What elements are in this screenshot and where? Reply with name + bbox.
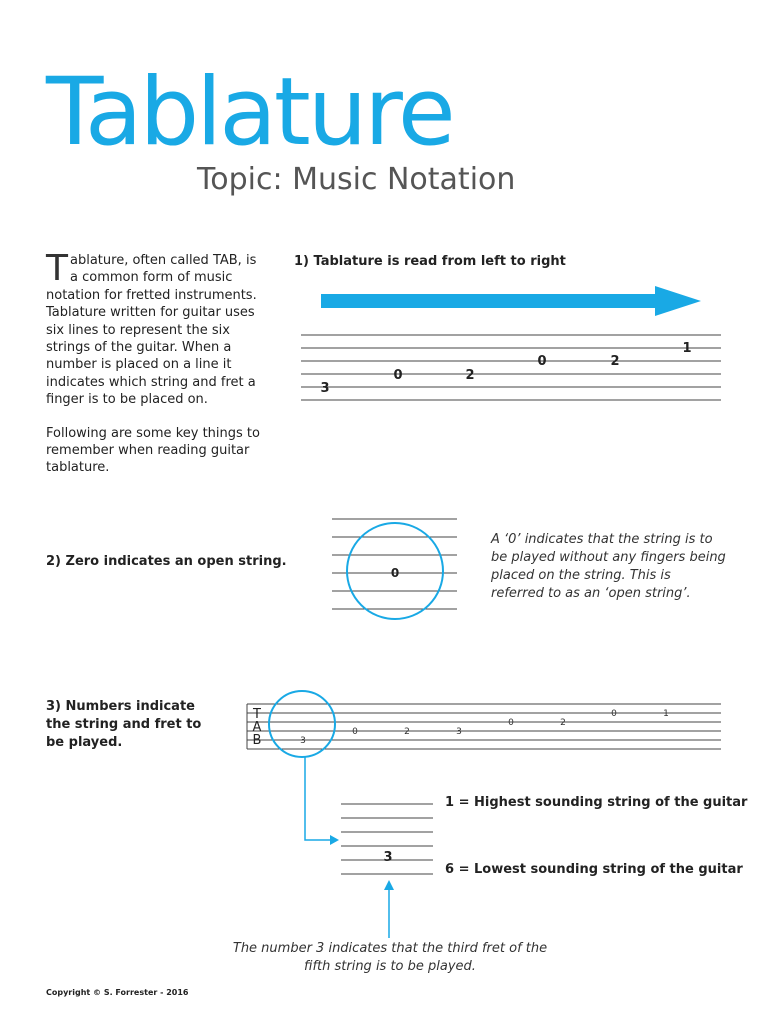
section-1-heading: 1) Tablature is read from left to right — [294, 254, 566, 269]
staff-3-note: 0 — [352, 727, 358, 737]
staff-1-note: 0 — [537, 354, 547, 369]
section-3-heading: 3) Numbers indicate the string and fret to be played. — [46, 699, 202, 750]
staff-1-note: 1 — [682, 341, 692, 356]
drop-cap: T — [46, 248, 68, 289]
staff-3-note: 0 — [508, 718, 514, 728]
tab-letter: T — [253, 707, 261, 722]
page-subtitle: Topic: Music Notation — [197, 162, 516, 197]
staff-1 — [301, 335, 721, 400]
zoomed-note: 3 — [383, 850, 393, 865]
staff-1-note: 2 — [465, 368, 475, 383]
staff-3-note: 2 — [404, 727, 410, 737]
open-string-caption: A ‘0’ indicates that the string is to be played without any fingers being placed on the string. This is referred to as an ‘open string’. — [491, 532, 726, 601]
third-fret-caption: The number 3 indicates that the third fret of the fifth string is to be played. — [232, 941, 548, 974]
open-string-note: 0 — [390, 566, 400, 580]
section-2-heading: 2) Zero indicates an open string. — [46, 554, 287, 569]
staff-1-note: 3 — [320, 381, 330, 396]
reading-direction-arrow — [321, 286, 701, 316]
zoom-connector-arrow — [305, 757, 334, 840]
zoom-circle — [269, 691, 335, 757]
page-title: Tablature — [46, 58, 453, 167]
staff-1-note: 0 — [393, 368, 403, 383]
staff-3-note: 3 — [300, 736, 306, 746]
staff-1-note: 2 — [610, 354, 620, 369]
intro-paragraph-1-text: ablature, often called TAB, is a common form of music notation for fretted instruments. Tablature written for guitar uses six lines to represent the six strings of the guitar. When a number is placed on a line it indicates which string and fret a finger is to be placed on. — [46, 253, 257, 408]
staff-3-note: 3 — [456, 727, 462, 737]
lowest-string-note: 6 = Lowest sounding string of the guitar — [445, 862, 743, 877]
tab-letter: A — [252, 720, 262, 735]
copyright: Copyright © S. Forrester - 2016 — [46, 988, 189, 997]
highest-string-note: 1 = Highest sounding string of the guitar — [445, 795, 748, 810]
staff-2 — [332, 519, 457, 609]
staff-3-note: 2 — [560, 718, 566, 728]
caption-pointer-arrow — [384, 880, 394, 938]
intro-paragraph-2: Following are some key things to remember when reading guitar tablature. — [46, 425, 260, 476]
tab-letter: B — [252, 733, 262, 748]
staff-3-note: 1 — [663, 709, 669, 719]
staff-3 — [247, 704, 721, 749]
staff-3-note: 0 — [611, 709, 617, 719]
